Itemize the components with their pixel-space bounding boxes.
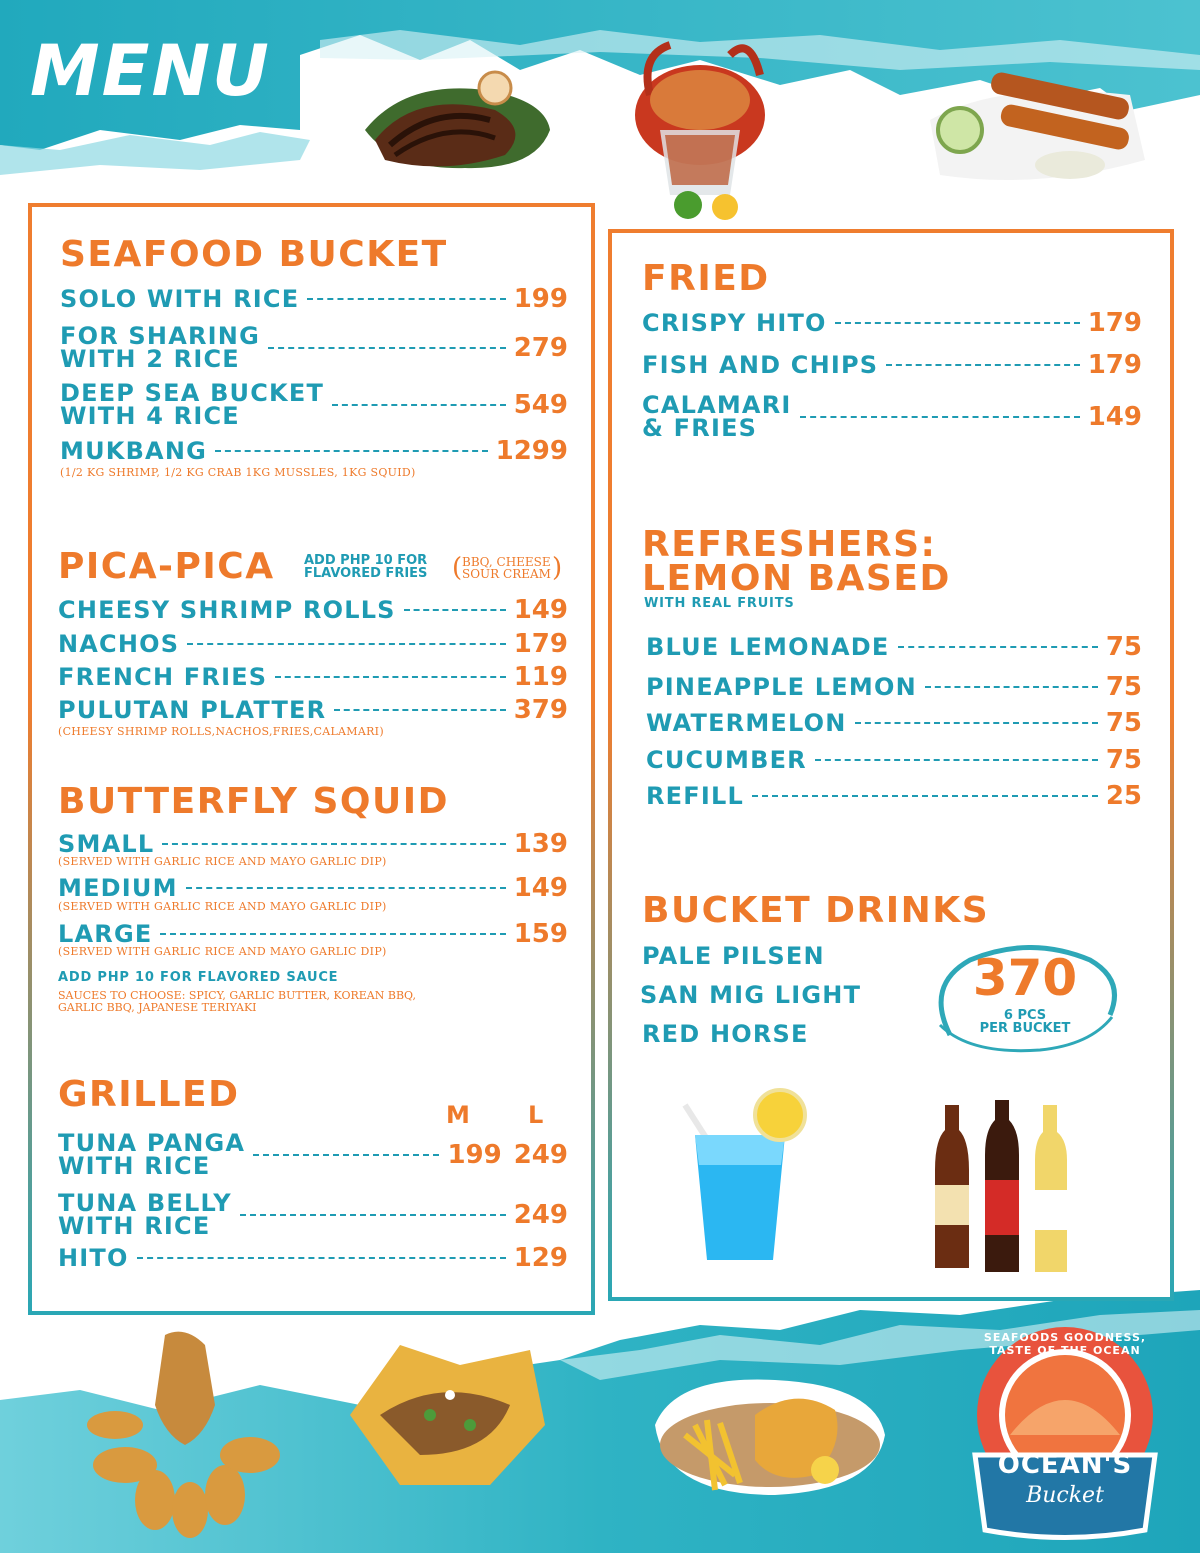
bucket-price-subtext: [930, 1009, 1120, 1035]
item-price: 179: [1087, 308, 1142, 338]
dotted-leader: [332, 404, 506, 406]
item-price: 549: [513, 390, 568, 420]
item-name-line2: WITH 4 RICE: [60, 402, 240, 430]
dotted-leader: [404, 609, 506, 611]
menu-item-blue-lemonade: [646, 634, 1142, 660]
item-name: SOLO WITH RICE: [60, 284, 300, 313]
refreshers-subtitle: WITH REAL FRUITS: [644, 596, 795, 611]
menu-item-fish-and-chips: [642, 352, 1142, 378]
menu-item-watermelon: [646, 710, 1142, 736]
fish-and-chips-photo: [920, 60, 1150, 190]
item-name: [60, 379, 325, 430]
item-name: CHEESY SHRIMP ROLLS: [58, 595, 396, 624]
dotted-leader: [215, 450, 488, 452]
dotted-leader: [275, 676, 505, 678]
drink-san-mig-light: SAN MIG LIGHT: [640, 981, 862, 1009]
pica-pica-add-note: [304, 554, 427, 580]
item-name: [60, 322, 260, 373]
item-price-m: 199: [447, 1140, 502, 1170]
grilled-fish-photo: [345, 60, 560, 185]
menu-item-small: [58, 831, 568, 857]
item-price: 199: [513, 284, 568, 314]
dotted-leader: [240, 1214, 506, 1216]
item-name: REFILL: [646, 781, 744, 810]
logo-tagline: SEAFOODS GOODNESS, TASTE OF THE OCEAN: [983, 1331, 1147, 1357]
grilled-title: GRILLED: [58, 1074, 240, 1115]
menu-item-medium: [58, 875, 568, 901]
item-name: WATERMELON: [646, 708, 847, 737]
nachos-photo: [340, 1335, 550, 1495]
menu-item-for-sharing: [60, 323, 568, 373]
column-m-header: M: [446, 1101, 470, 1129]
item-name: FRENCH FRIES: [58, 662, 268, 691]
item-name-line2: & FRIES: [642, 414, 758, 442]
item-price: 379: [513, 695, 568, 725]
sauces-line2: GARLIC BBQ, JAPANESE TERIYAKI: [58, 1001, 257, 1014]
seafood-bucket-title: SEAFOOD BUCKET: [60, 234, 448, 275]
dotted-leader: [800, 416, 1080, 418]
fish-and-chips-plate-photo: [645, 1365, 890, 1505]
sauces-line1: SAUCES TO CHOOSE: SPICY, GARLIC BUTTER, KOREAN BBQ,: [58, 989, 416, 1002]
dotted-leader: [187, 643, 505, 645]
fried-title: FRIED: [642, 258, 770, 299]
dotted-leader: [752, 795, 1098, 797]
item-name: MUKBANG: [60, 436, 208, 465]
dotted-leader: [925, 686, 1098, 688]
item-price: 179: [1087, 350, 1142, 380]
seafood-bucket-photo: [630, 35, 770, 220]
item-name: CUCUMBER: [646, 745, 807, 774]
item-price: 159: [513, 919, 568, 949]
dotted-leader: [137, 1257, 506, 1259]
menu-item-large: [58, 921, 568, 947]
dotted-leader: [307, 298, 505, 300]
dotted-leader: [162, 843, 505, 845]
menu-item-pineapple-lemon: [646, 674, 1142, 700]
item-name-line1: TUNA BELLY: [58, 1189, 232, 1217]
item-name: [642, 391, 792, 442]
pulutan-platter-note: (CHEESY SHRIMP ROLLS,NACHOS,FRIES,CALAMARI): [58, 725, 384, 738]
item-price: 179: [513, 629, 568, 659]
item-name-line2: WITH RICE: [58, 1212, 211, 1240]
bucket-sub-line1: 6 PCS: [1003, 1008, 1047, 1023]
item-price: 149: [513, 873, 568, 903]
item-price: 75: [1105, 632, 1142, 662]
bucket-drinks-title: BUCKET DRINKS: [642, 890, 990, 931]
item-price: 75: [1105, 708, 1142, 738]
item-name: HITO: [58, 1243, 129, 1272]
item-name-line2: WITH 2 RICE: [60, 345, 240, 373]
dotted-leader: [815, 759, 1098, 761]
dotted-leader: [186, 887, 506, 889]
menu-item-tuna-belly: [58, 1190, 568, 1240]
pica-pica-title: PICA-PICA: [58, 546, 275, 587]
item-price: 149: [1087, 402, 1142, 432]
menu-item-nachos: [58, 631, 568, 657]
logo-name: OCEAN'S: [997, 1450, 1133, 1480]
dotted-leader: [855, 722, 1098, 724]
butterfly-squid-title: BUTTERFLY SQUID: [58, 781, 449, 822]
flavors-line1: BBQ, CHEESE: [462, 555, 551, 569]
item-price: 279: [513, 333, 568, 363]
column-l-header: L: [528, 1101, 544, 1129]
beer-bottles-photo: [925, 1100, 1085, 1275]
item-price: 149: [513, 595, 568, 625]
dotted-leader: [835, 322, 1080, 324]
drink-red-horse: RED HORSE: [642, 1020, 809, 1048]
drink-pale-pilsen: PALE PILSEN: [642, 942, 825, 970]
small-note: (SERVED WITH GARLIC RICE AND MAYO GARLIC DIP): [58, 855, 387, 868]
add-note-line2: FLAVORED FRIES: [304, 566, 428, 581]
paren-open: (: [452, 553, 463, 583]
item-name: [58, 1189, 232, 1240]
item-name: LARGE: [58, 919, 153, 948]
menu-title: MENU: [30, 30, 271, 112]
refreshers-title-line1: REFRESHERS:: [642, 524, 937, 565]
menu-item-cucumber: [646, 747, 1142, 773]
item-price: 75: [1105, 672, 1142, 702]
paren-close: ): [552, 553, 563, 583]
dotted-leader: [334, 709, 505, 711]
item-price: 129: [513, 1243, 568, 1273]
bucket-price-badge: [930, 945, 1120, 1055]
butterfly-squid-photo: [85, 1325, 285, 1540]
item-name: PULUTAN PLATTER: [58, 695, 327, 724]
menu-item-deep-sea-bucket: [60, 380, 568, 430]
item-price: 75: [1105, 745, 1142, 775]
item-name-line1: DEEP SEA BUCKET: [60, 379, 325, 407]
menu-item-french-fries: [58, 664, 568, 690]
sauces-list: [58, 990, 416, 1014]
item-name-line2: WITH RICE: [58, 1152, 211, 1180]
item-name-line1: FOR SHARING: [60, 322, 260, 350]
item-name: FISH AND CHIPS: [642, 350, 879, 379]
menu-item-pulutan-platter: [58, 697, 568, 723]
menu-item-calamari-fries: [642, 392, 1142, 442]
refreshers-title-line2: LEMON BASED: [642, 558, 951, 599]
oceans-bucket-logo: [955, 1325, 1175, 1545]
dotted-leader: [160, 933, 505, 935]
item-price: 119: [513, 662, 568, 692]
dotted-leader: [886, 364, 1079, 366]
item-name: SMALL: [58, 829, 155, 858]
dotted-leader: [253, 1154, 439, 1156]
add-note-line1: ADD PHP 10 FOR: [304, 553, 428, 568]
dotted-leader: [268, 347, 506, 349]
item-name: CRISPY HITO: [642, 308, 827, 337]
menu-item-hito: [58, 1245, 568, 1271]
flavors-line2: SOUR CREAM: [462, 567, 551, 581]
item-price: 1299: [495, 436, 568, 466]
logo-script: Bucket: [1026, 1483, 1104, 1508]
medium-note: (SERVED WITH GARLIC RICE AND MAYO GARLIC DIP): [58, 900, 387, 913]
item-name: BLUE LEMONADE: [646, 632, 890, 661]
menu-item-tuna-panga: [58, 1130, 568, 1180]
mukbang-note: (1/2 KG SHRIMP, 1/2 KG CRAB 1KG MUSSLES, 1KG SQUID): [60, 466, 416, 479]
menu-item-cheesy-shrimp-rolls: [58, 597, 568, 623]
refreshers-title: [642, 524, 951, 599]
menu-item-crispy-hito: [642, 310, 1142, 336]
dotted-leader: [898, 646, 1098, 648]
item-price: 25: [1105, 781, 1142, 811]
menu-item-mukbang: [60, 438, 568, 464]
flavored-sauce-note: ADD PHP 10 FOR FLAVORED SAUCE: [58, 970, 339, 985]
item-name: PINEAPPLE LEMON: [646, 672, 917, 701]
menu-item-solo-with-rice: [60, 286, 568, 312]
item-name-line1: TUNA PANGA: [58, 1129, 246, 1157]
pica-pica-flavors: [462, 556, 551, 580]
item-price: 139: [513, 829, 568, 859]
bucket-price: 370: [972, 949, 1078, 1007]
large-note: (SERVED WITH GARLIC RICE AND MAYO GARLIC DIP): [58, 945, 387, 958]
bucket-sub-line2: PER BUCKET: [979, 1021, 1071, 1036]
item-name: [58, 1129, 246, 1180]
item-name: NACHOS: [58, 629, 180, 658]
logo-emblem: [955, 1325, 1175, 1545]
item-name: MEDIUM: [58, 873, 178, 902]
blue-lemonade-photo: [675, 1085, 810, 1270]
item-price: 249: [513, 1200, 568, 1230]
item-price-l: 249: [513, 1140, 568, 1170]
item-name-line1: CALAMARI: [642, 391, 792, 419]
menu-item-refill: [646, 783, 1142, 809]
